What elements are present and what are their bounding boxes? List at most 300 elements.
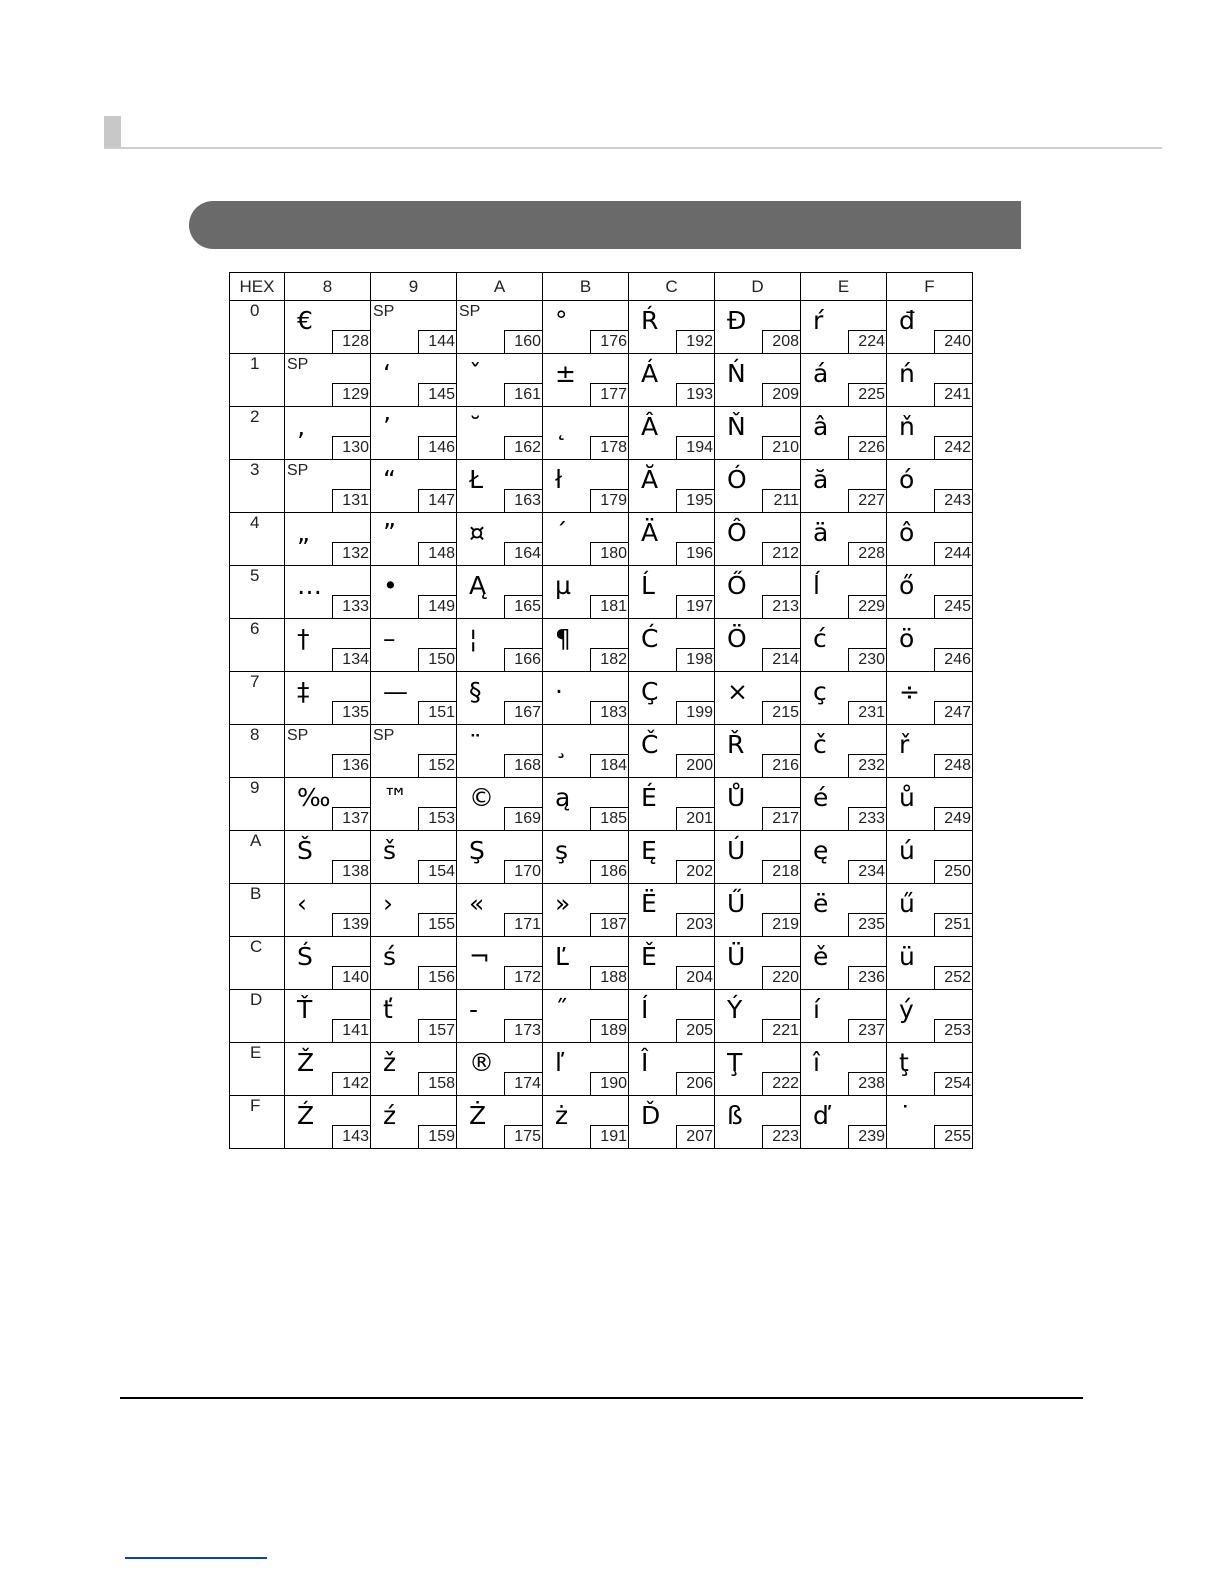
- character-cell: [543, 937, 629, 990]
- character-cell: [629, 1043, 715, 1096]
- character-glyph: ö: [899, 624, 915, 653]
- character-glyph: Ć: [641, 624, 659, 653]
- column-header: C: [629, 273, 715, 301]
- row-header: [230, 566, 285, 619]
- character-glyph: Ü: [727, 942, 746, 971]
- decimal-code: 138: [332, 860, 370, 883]
- character-cell: [629, 513, 715, 566]
- character-cell: [457, 460, 543, 513]
- decimal-code: 176: [590, 330, 628, 353]
- character-cell: [543, 354, 629, 407]
- decimal-code: 241: [934, 383, 972, 406]
- footer-link-underline: [125, 1557, 267, 1559]
- decimal-code: 189: [590, 1019, 628, 1042]
- row-header: [230, 937, 285, 990]
- character-glyph: §: [469, 677, 482, 706]
- character-glyph: „: [297, 518, 310, 547]
- character-glyph: Ŕ: [641, 306, 659, 335]
- character-glyph: ź: [383, 1101, 397, 1130]
- character-cell: [801, 672, 887, 725]
- character-glyph: Ń: [727, 359, 746, 388]
- character-glyph: ó: [899, 465, 915, 494]
- row-header: [230, 831, 285, 884]
- decimal-code: 146: [418, 436, 456, 459]
- character-cell: [715, 1096, 801, 1149]
- footer-rule: [120, 1397, 1083, 1399]
- decimal-code: 200: [676, 754, 714, 777]
- decimal-code: 232: [848, 754, 886, 777]
- character-glyph: Ś: [297, 942, 313, 971]
- decimal-code: 154: [418, 860, 456, 883]
- character-cell: [715, 513, 801, 566]
- decimal-code: 139: [332, 913, 370, 936]
- character-cell: [543, 301, 629, 354]
- row-hex-label: 6: [250, 619, 260, 638]
- character-glyph: ă: [813, 465, 829, 494]
- decimal-code: 229: [848, 595, 886, 618]
- decimal-code: 203: [676, 913, 714, 936]
- row-header: [230, 460, 285, 513]
- character-glyph: Â: [641, 412, 659, 441]
- character-cell: [285, 460, 371, 513]
- decimal-code: 213: [762, 595, 800, 618]
- character-glyph: SP: [373, 303, 395, 320]
- character-cell: [285, 831, 371, 884]
- character-glyph: ÷: [899, 677, 920, 706]
- row-hex-label: 5: [250, 566, 260, 585]
- decimal-code: 255: [934, 1125, 972, 1148]
- character-cell: [801, 778, 887, 831]
- decimal-code: 192: [676, 330, 714, 353]
- table-row: [230, 460, 973, 513]
- decimal-code: 182: [590, 648, 628, 671]
- character-cell: [887, 672, 973, 725]
- decimal-code: 191: [590, 1125, 628, 1148]
- decimal-code: 157: [418, 1019, 456, 1042]
- decimal-code: 171: [504, 913, 542, 936]
- character-glyph: ˇ: [469, 359, 482, 388]
- decimal-code: 150: [418, 648, 456, 671]
- character-cell: [285, 778, 371, 831]
- decimal-code: 190: [590, 1072, 628, 1095]
- character-glyph: SP: [287, 727, 309, 744]
- decimal-code: 147: [418, 489, 456, 512]
- character-cell: [715, 725, 801, 778]
- decimal-code: 164: [504, 542, 542, 565]
- row-hex-label: D: [250, 990, 263, 1009]
- character-cell: [457, 407, 543, 460]
- character-cell: [887, 460, 973, 513]
- decimal-code: 228: [848, 542, 886, 565]
- character-cell: [543, 990, 629, 1043]
- character-cell: [629, 354, 715, 407]
- character-glyph: Ô: [727, 518, 747, 547]
- character-cell: [801, 990, 887, 1043]
- character-cell: [371, 1043, 457, 1096]
- row-header: [230, 990, 285, 1043]
- character-cell: [285, 619, 371, 672]
- column-header: 9: [371, 273, 457, 301]
- decimal-code: 161: [504, 383, 542, 406]
- row-hex-label: E: [250, 1043, 262, 1062]
- character-glyph: ą: [555, 783, 571, 812]
- decimal-code: 179: [590, 489, 628, 512]
- character-cell: [285, 672, 371, 725]
- character-glyph: Ş: [469, 836, 485, 865]
- character-glyph: “: [383, 465, 396, 494]
- character-cell: [543, 407, 629, 460]
- decimal-code: 156: [418, 966, 456, 989]
- row-hex-label: A: [250, 831, 262, 850]
- decimal-code: 223: [762, 1125, 800, 1148]
- character-glyph: SP: [287, 356, 309, 373]
- character-cell: [457, 725, 543, 778]
- row-hex-label: C: [250, 937, 263, 956]
- character-glyph: ¬: [469, 942, 490, 971]
- decimal-code: 142: [332, 1072, 370, 1095]
- column-header: E: [801, 273, 887, 301]
- decimal-code: 130: [332, 436, 370, 459]
- decimal-code: 194: [676, 436, 714, 459]
- character-cell: [285, 1096, 371, 1149]
- decimal-code: 172: [504, 966, 542, 989]
- decimal-code: 250: [934, 860, 972, 883]
- character-glyph: Ď: [641, 1101, 661, 1130]
- decimal-code: 134: [332, 648, 370, 671]
- decimal-code: 183: [590, 701, 628, 724]
- character-cell: [887, 990, 973, 1043]
- character-glyph: Ő: [727, 571, 747, 600]
- character-cell: [715, 672, 801, 725]
- decimal-code: 159: [418, 1125, 456, 1148]
- row-header: [230, 619, 285, 672]
- character-glyph: ´: [555, 518, 568, 547]
- character-cell: [285, 513, 371, 566]
- row-header: [230, 1096, 285, 1149]
- character-cell: [715, 301, 801, 354]
- character-glyph: °: [555, 306, 568, 335]
- decimal-code: 245: [934, 595, 972, 618]
- decimal-code: 143: [332, 1125, 370, 1148]
- character-glyph: †: [297, 624, 310, 653]
- character-glyph: SP: [459, 303, 481, 320]
- character-cell: [629, 619, 715, 672]
- character-glyph: Ě: [641, 942, 657, 971]
- decimal-code: 167: [504, 701, 542, 724]
- column-header: B: [543, 273, 629, 301]
- character-cell: [801, 460, 887, 513]
- decimal-code: 214: [762, 648, 800, 671]
- row-hex-label: 9: [250, 778, 260, 797]
- decimal-code: 137: [332, 807, 370, 830]
- row-header: [230, 1043, 285, 1096]
- character-glyph: â: [813, 412, 829, 441]
- decimal-code: 186: [590, 860, 628, 883]
- decimal-code: 209: [762, 383, 800, 406]
- character-glyph: Ý: [727, 995, 743, 1024]
- character-cell: [801, 354, 887, 407]
- character-glyph: Đ: [727, 306, 747, 335]
- character-glyph: ™: [383, 783, 408, 812]
- decimal-code: 246: [934, 648, 972, 671]
- decimal-code: 236: [848, 966, 886, 989]
- decimal-code: 135: [332, 701, 370, 724]
- character-glyph: ×: [727, 677, 748, 706]
- character-cell: [801, 619, 887, 672]
- character-cell: [371, 725, 457, 778]
- character-glyph: Î: [641, 1048, 649, 1077]
- decimal-code: 173: [504, 1019, 542, 1042]
- character-cell: [457, 1096, 543, 1149]
- character-cell: [887, 937, 973, 990]
- character-cell: [887, 407, 973, 460]
- character-cell: [371, 513, 457, 566]
- character-cell: [629, 566, 715, 619]
- character-glyph: Ţ: [727, 1048, 743, 1077]
- table-row: [230, 884, 973, 937]
- decimal-code: 133: [332, 595, 370, 618]
- character-cell: [543, 725, 629, 778]
- table-row: [230, 1043, 973, 1096]
- character-glyph: ¶: [555, 624, 571, 653]
- decimal-code: 207: [676, 1125, 714, 1148]
- character-glyph: µ: [555, 571, 571, 600]
- character-glyph: SP: [287, 462, 309, 479]
- decimal-code: 198: [676, 648, 714, 671]
- character-cell: [887, 884, 973, 937]
- table-header-row: [230, 273, 973, 301]
- character-cell: [457, 301, 543, 354]
- character-cell: [285, 407, 371, 460]
- character-glyph: š: [383, 836, 397, 865]
- decimal-code: 128: [332, 330, 370, 353]
- character-cell: [457, 831, 543, 884]
- table-row: [230, 566, 973, 619]
- decimal-code: 204: [676, 966, 714, 989]
- character-cell: [715, 937, 801, 990]
- character-cell: [715, 831, 801, 884]
- character-cell: [715, 1043, 801, 1096]
- table-row: [230, 725, 973, 778]
- character-glyph: Ö: [727, 624, 747, 653]
- decimal-code: 221: [762, 1019, 800, 1042]
- decimal-code: 196: [676, 542, 714, 565]
- character-cell: [285, 937, 371, 990]
- character-glyph: ·: [555, 677, 563, 706]
- character-glyph: Ž: [297, 1048, 315, 1077]
- character-cell: [715, 566, 801, 619]
- character-cell: [371, 884, 457, 937]
- character-cell: [887, 619, 973, 672]
- character-glyph: »: [555, 889, 571, 918]
- character-cell: [457, 1043, 543, 1096]
- character-cell: [887, 725, 973, 778]
- row-header: [230, 672, 285, 725]
- decimal-code: 208: [762, 330, 800, 353]
- decimal-code: 188: [590, 966, 628, 989]
- decimal-code: 240: [934, 330, 972, 353]
- decimal-code: 239: [848, 1125, 886, 1148]
- character-cell: [543, 566, 629, 619]
- decimal-code: 253: [934, 1019, 972, 1042]
- character-cell: [371, 566, 457, 619]
- decimal-code: 168: [504, 754, 542, 777]
- character-glyph: Í: [641, 995, 649, 1024]
- character-glyph: Ň: [727, 412, 746, 441]
- character-glyph: ż: [555, 1101, 569, 1130]
- decimal-code: 187: [590, 913, 628, 936]
- character-cell: [457, 619, 543, 672]
- character-cell: [457, 672, 543, 725]
- character-glyph: Ĺ: [641, 571, 655, 600]
- row-header: [230, 725, 285, 778]
- character-cell: [457, 937, 543, 990]
- row-header: [230, 301, 285, 354]
- decimal-code: 218: [762, 860, 800, 883]
- row-header: [230, 513, 285, 566]
- character-glyph: ‘: [383, 359, 391, 388]
- row-header: [230, 778, 285, 831]
- character-glyph: ř: [899, 730, 910, 759]
- character-glyph: ç: [813, 677, 827, 706]
- character-glyph: …: [297, 571, 322, 600]
- character-cell: [887, 566, 973, 619]
- decimal-code: 181: [590, 595, 628, 618]
- table-row: [230, 672, 973, 725]
- character-glyph: Ů: [727, 783, 746, 812]
- character-cell: [629, 778, 715, 831]
- table-row: [230, 778, 973, 831]
- character-cell: [285, 354, 371, 407]
- table-row: [230, 937, 973, 990]
- section-marker: [104, 116, 121, 149]
- character-glyph: ô: [899, 518, 915, 547]
- decimal-code: 178: [590, 436, 628, 459]
- table-row: [230, 513, 973, 566]
- character-glyph: ß: [727, 1101, 743, 1130]
- decimal-code: 144: [418, 330, 456, 353]
- decimal-code: 184: [590, 754, 628, 777]
- character-glyph: É: [641, 783, 657, 812]
- decimal-code: 234: [848, 860, 886, 883]
- character-cell: [801, 831, 887, 884]
- character-glyph: ‡: [297, 677, 310, 706]
- row-hex-label: 7: [250, 672, 260, 691]
- hex-corner-label: HEX: [230, 273, 285, 301]
- character-glyph: ¨: [469, 730, 482, 759]
- character-glyph: ú: [899, 836, 915, 865]
- character-cell: [887, 778, 973, 831]
- row-header: [230, 884, 285, 937]
- character-cell: [543, 619, 629, 672]
- character-glyph: ’: [383, 412, 391, 441]
- row-hex-label: 1: [250, 354, 260, 373]
- character-glyph: ď: [813, 1101, 829, 1130]
- decimal-code: 216: [762, 754, 800, 777]
- decimal-code: 177: [590, 383, 628, 406]
- character-cell: [715, 407, 801, 460]
- character-glyph: ±: [555, 359, 576, 388]
- character-glyph: Ť: [297, 995, 313, 1024]
- character-cell: [543, 831, 629, 884]
- decimal-code: 160: [504, 330, 542, 353]
- decimal-code: 251: [934, 913, 972, 936]
- character-glyph: ”: [383, 518, 396, 547]
- character-cell: [887, 1043, 973, 1096]
- character-glyph: Ř: [727, 730, 745, 759]
- character-cell: [285, 884, 371, 937]
- decimal-code: 193: [676, 383, 714, 406]
- character-glyph: ®: [469, 1048, 494, 1077]
- column-header: D: [715, 273, 801, 301]
- decimal-code: 162: [504, 436, 542, 459]
- character-glyph: Ă: [641, 465, 659, 494]
- character-glyph: Ú: [727, 836, 746, 865]
- table-body: [230, 301, 973, 1149]
- character-glyph: ý: [899, 995, 914, 1024]
- character-glyph: ň: [899, 412, 915, 441]
- character-cell: [629, 937, 715, 990]
- character-cell: [457, 354, 543, 407]
- decimal-code: 149: [418, 595, 456, 618]
- decimal-code: 237: [848, 1019, 886, 1042]
- character-glyph: î: [813, 1048, 820, 1077]
- character-cell: [543, 1096, 629, 1149]
- character-glyph: ¸: [555, 730, 568, 759]
- character-cell: [801, 566, 887, 619]
- character-cell: [371, 354, 457, 407]
- decimal-code: 244: [934, 542, 972, 565]
- decimal-code: 215: [762, 701, 800, 724]
- character-glyph: -: [469, 995, 479, 1024]
- decimal-code: 185: [590, 807, 628, 830]
- header-rule: [104, 147, 1162, 149]
- decimal-code: 217: [762, 807, 800, 830]
- character-cell: [629, 460, 715, 513]
- character-glyph: Ź: [297, 1101, 315, 1130]
- decimal-code: 235: [848, 913, 886, 936]
- character-glyph: ő: [899, 571, 915, 600]
- section-title-bar: [189, 201, 1021, 249]
- character-cell: [285, 725, 371, 778]
- character-glyph: ś: [383, 942, 397, 971]
- decimal-code: 242: [934, 436, 972, 459]
- character-glyph: ć: [813, 624, 827, 653]
- character-cell: [715, 990, 801, 1043]
- character-glyph: –: [383, 624, 396, 653]
- decimal-code: 170: [504, 860, 542, 883]
- character-glyph: ‰: [297, 783, 331, 812]
- character-glyph: ‚: [297, 412, 305, 441]
- character-glyph: ¦: [469, 624, 478, 653]
- character-cell: [715, 619, 801, 672]
- character-cell: [543, 460, 629, 513]
- character-cell: [887, 301, 973, 354]
- character-cell: [371, 672, 457, 725]
- row-hex-label: 4: [250, 513, 260, 532]
- decimal-code: 206: [676, 1072, 714, 1095]
- character-glyph: ˝: [555, 995, 568, 1024]
- character-glyph: Ż: [469, 1101, 487, 1130]
- character-glyph: «: [469, 889, 485, 918]
- decimal-code: 231: [848, 701, 886, 724]
- character-glyph: Ó: [727, 465, 747, 494]
- decimal-code: 129: [332, 383, 370, 406]
- table-row: [230, 354, 973, 407]
- decimal-code: 211: [762, 489, 800, 512]
- character-glyph: ű: [899, 889, 915, 918]
- decimal-code: 202: [676, 860, 714, 883]
